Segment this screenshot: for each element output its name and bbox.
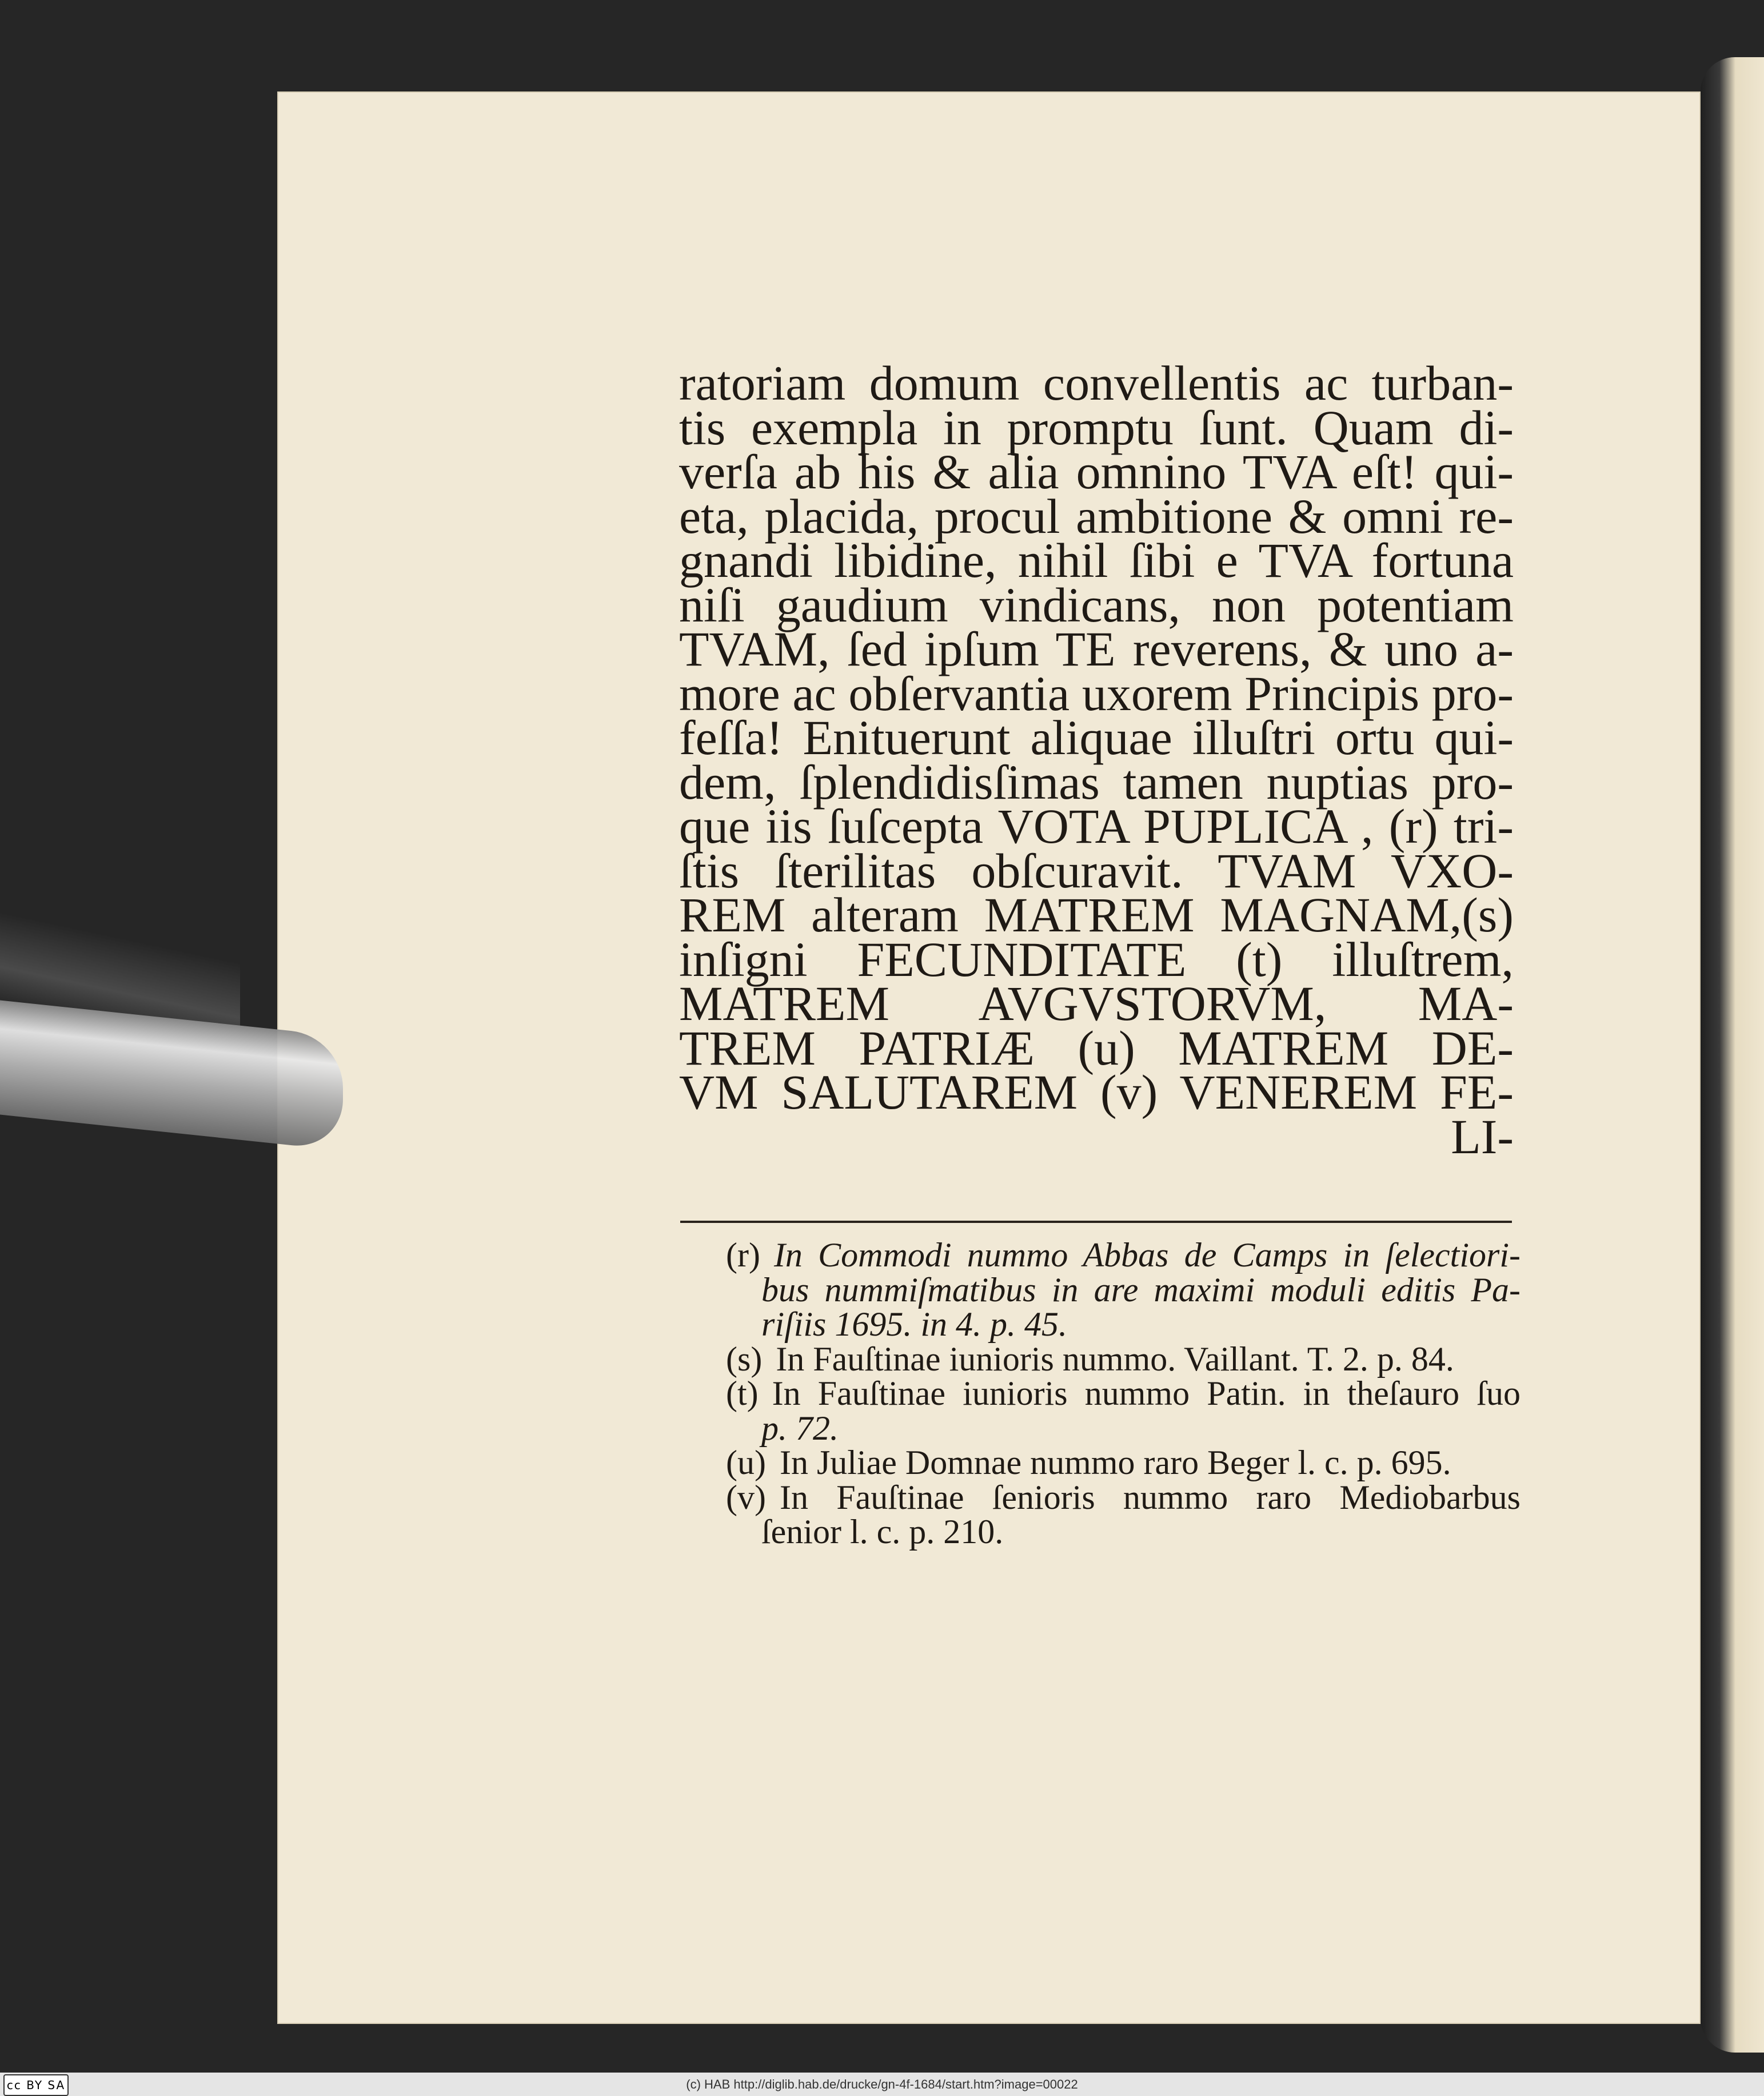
text-line: TVAM, ſed ipſum TE reverens, & uno a- <box>679 621 1514 676</box>
footnote-text: In Juliae Domnae nummo raro Beger l. c. p. 695. <box>779 1444 1451 1481</box>
credit-bar <box>0 2073 1764 2096</box>
footnote-mark: (v) <box>726 1478 766 1516</box>
footnote-text: bus nummiſmatibus in are maximi moduli editis Pa- <box>761 1270 1520 1309</box>
text-line: more ac obſervantia uxorem Principis pro- <box>679 666 1514 721</box>
text-line: gnandi libidine, nihil ſibi e TVA fortuna <box>679 533 1514 588</box>
text-line: ſtis ſterilitas obſcuravit. TVAM VXO- <box>679 843 1514 898</box>
footnotes <box>726 1238 1520 1549</box>
footnote-text: In Commodi nummo Abbas de Camps in ſelectiori- <box>773 1236 1520 1274</box>
footnote-text: p. 72. <box>761 1409 839 1447</box>
text-line: MATREM AVGVSTORVM, MA- <box>679 976 1514 1031</box>
footnote-v <box>726 1480 1520 1549</box>
text-line: REM alteram MATREM MAGNAM,(s) <box>679 887 1514 942</box>
footnote-u <box>726 1445 1520 1480</box>
text-line: VM SALUTAREM (v) VENEREM FE- <box>679 1065 1514 1119</box>
footnote-t <box>726 1376 1520 1445</box>
text-line: feſſa! Enituerunt aliquae illuſtri ortu qui- <box>679 710 1514 765</box>
footnote-mark: (u) <box>726 1444 766 1481</box>
text-line: TREM PATRIÆ (u) MATREM DE- <box>679 1020 1514 1075</box>
text-line: verſa ab his & alia omnino TVA eſt! qui- <box>679 444 1514 499</box>
footnote-text: ſenior l. c. p. 210. <box>761 1513 1004 1551</box>
text-line: dem, ſplendidisſimas tamen nuptias pro- <box>679 754 1514 810</box>
footnote-text: In Fauſtinae iunioris nummo. Vaillant. T. 2. p. 84. <box>776 1340 1454 1378</box>
text-line: ratoriam domum convellentis ac turban- <box>679 356 1514 411</box>
text-line: inſigni FECUNDITATE (t) illuſtrem, <box>679 931 1514 987</box>
footnote-r <box>726 1238 1520 1342</box>
footnote-text: In Fauſtinae iunioris nummo Patin. in theſauro ſuo <box>772 1374 1520 1412</box>
footnote-text: riſiis 1695. in 4. p. 45. <box>761 1305 1068 1343</box>
text-line: tis exempla in promptu ſunt. Quam di- <box>679 400 1514 455</box>
catchword: LI- <box>1451 1109 1514 1164</box>
footnote-mark: (r) <box>726 1236 760 1274</box>
footnote-mark: (s) <box>726 1340 763 1378</box>
footnote-mark: (t) <box>726 1374 759 1412</box>
footnote-text: In Fauſtinae ſenioris nummo raro Mediobarbus <box>779 1478 1520 1516</box>
cc-license-badge[interactable]: cc BY SA <box>3 2074 69 2096</box>
text-line: eta, placida, procul ambitione & omni re- <box>679 488 1514 544</box>
footnote-s <box>726 1342 1520 1377</box>
credit-text: (c) HAB http://diglib.hab.de/drucke/gn-4f-1684/start.htm?image=00022 <box>686 2077 1078 2091</box>
main-text <box>679 356 1514 1164</box>
text-line: niſi gaudium vindicans, non potentiam <box>679 577 1514 632</box>
text-line: que iis ſuſcepta VOTA PUPLICA , (r) tri- <box>679 799 1514 854</box>
footnote-rule <box>680 1221 1512 1223</box>
facing-page-edge <box>1701 57 1764 2053</box>
